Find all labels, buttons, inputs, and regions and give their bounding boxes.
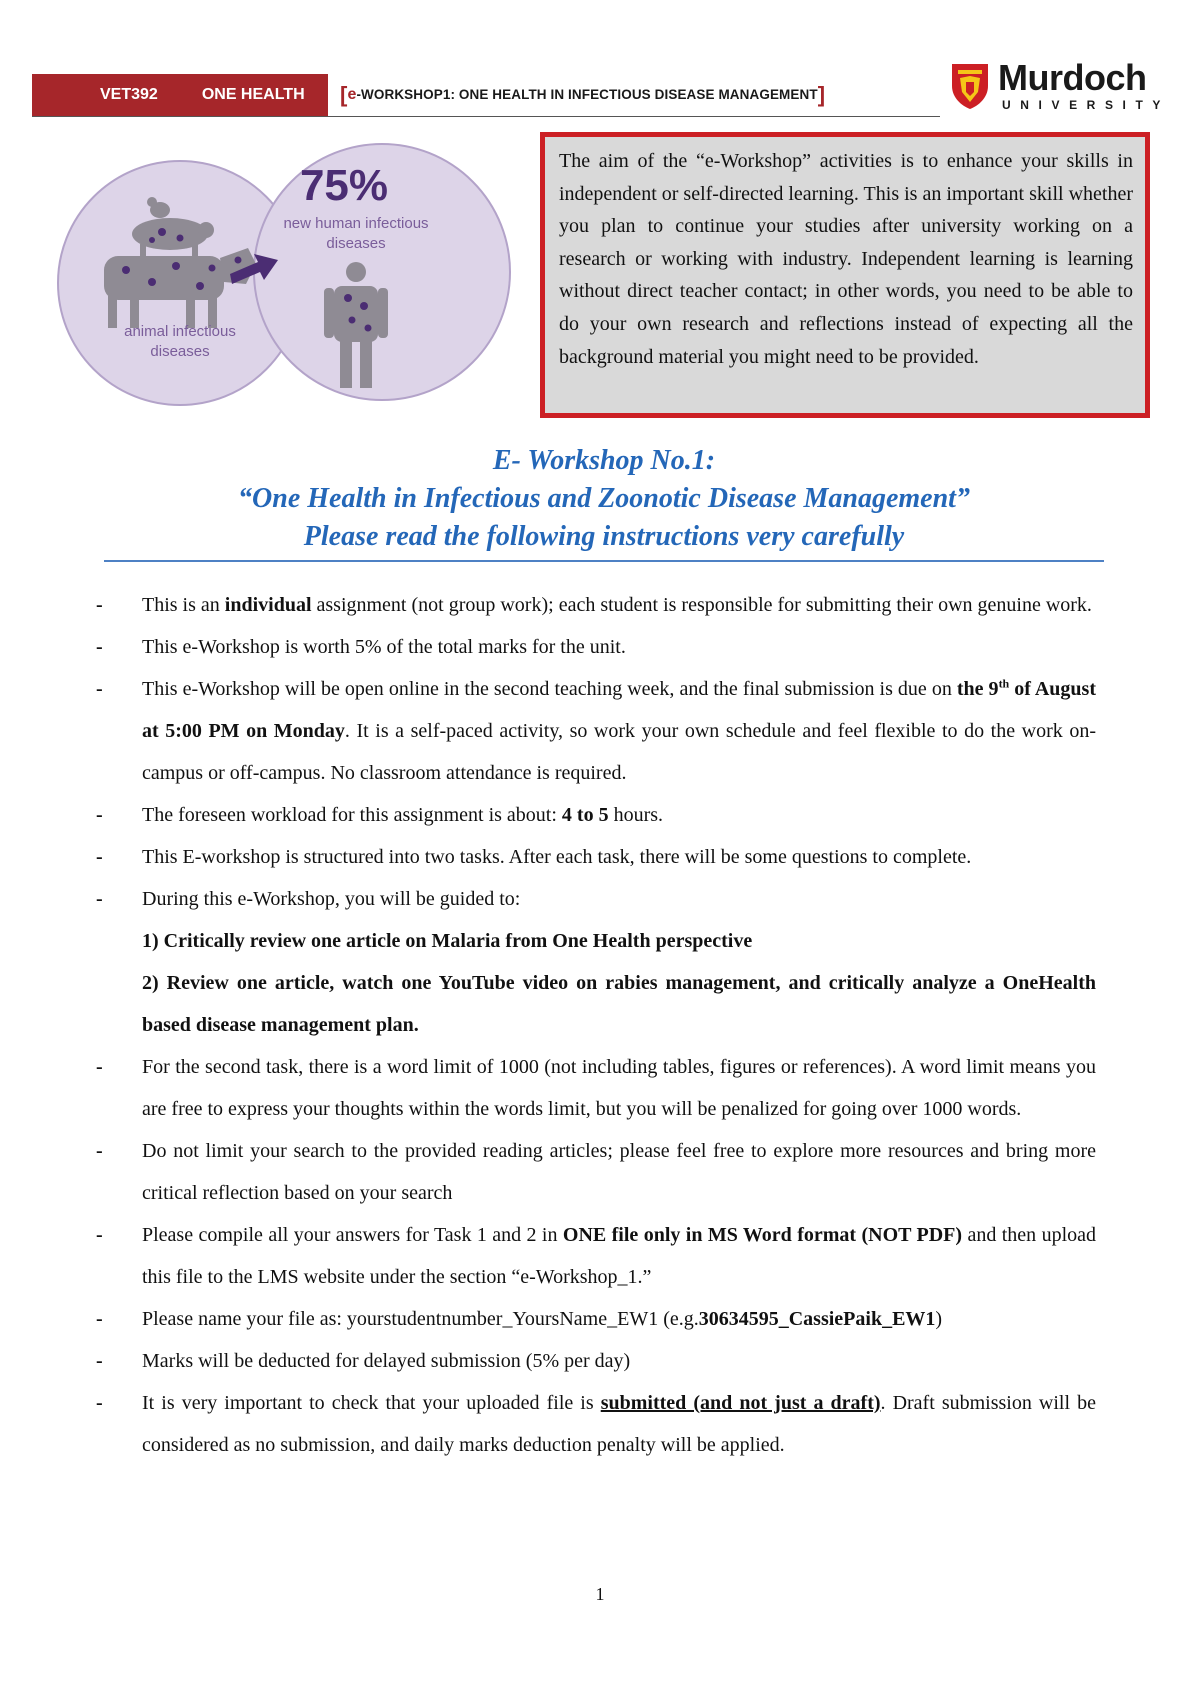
title-underline [104, 560, 1104, 562]
task-1: 1) Critically review one article on Malaria from One Health perspective [142, 930, 753, 952]
percent-value: 75% [299, 161, 389, 210]
header-divider [32, 116, 940, 117]
submission-warning: submitted (and not just a draft) [600, 1392, 881, 1414]
list-item [96, 584, 1096, 626]
header-workshop-text: -WORKSHOP1: ONE HEALTH IN INFECTIOUS DISEASE MANAGEMENT [356, 87, 818, 102]
list-item [96, 1130, 1096, 1214]
item-text: This e-Workshop will be open online in the second teaching week, and the final submission is due on [142, 678, 957, 700]
list-item [96, 1046, 1096, 1130]
due-date-ordinal: th [998, 676, 1010, 691]
workshop-title [104, 442, 1104, 556]
bullet-dash: - [96, 1350, 103, 1372]
bullet-dash: - [96, 1308, 103, 1330]
title-line-instruction: Please read the following instructions very carefully [303, 521, 905, 552]
header-e-letter: e [347, 86, 357, 103]
left-label-line1: animal infectious [124, 323, 236, 340]
item-emphasis: individual [224, 594, 312, 616]
task-2: 2) Review one article, watch one YouTube video on rabies management, and critically analyze a OneHealth based disease management plan. [142, 972, 1096, 1036]
instruction-list [96, 584, 1096, 1466]
due-date-day: the 9 [956, 678, 999, 700]
university-crest-icon [950, 62, 990, 110]
workload-hours: 4 to 5 [561, 804, 609, 826]
list-item [96, 794, 1096, 836]
list-item [96, 626, 1096, 668]
list-item [96, 836, 1096, 878]
logo-wordmark: Murdoch [998, 57, 1147, 98]
aim-callout-box: The aim of the “e-Workshop” activities is to enhance your skills in independent or self-directed learning. This is an important skill whether you plan to continue your studies after university working on a research or working with industry. Independent learning is learning without direct teacher contact; in other words, you need to be able to do your own research and reflections instead of expecting all the background material you might need to be provided. [540, 132, 1150, 418]
workshop-header-title [340, 82, 825, 108]
filename-example: 30634595_CassiePaik_EW1 [698, 1308, 936, 1330]
item-text: assignment (not group work); each student is responsible for submitting their own genuine work. [311, 594, 1092, 616]
bullet-dash: - [96, 888, 103, 910]
item-text: . It is a self-paced activity, so work your own schedule and feel flexible to do the work on-campus or off-campus. No classroom attendance is required. [142, 720, 1096, 784]
bullet-dash: - [96, 1392, 103, 1414]
item-text: . Draft submission will be considered as no submission, and daily marks deduction penalty will be applied. [142, 1392, 1096, 1456]
item-text: This is an [142, 594, 225, 616]
title-line-topic: “One Health in Infectious and Zoonotic Disease Management” [238, 483, 970, 514]
item-text: hours. [608, 804, 664, 826]
bullet-dash: - [96, 1056, 103, 1078]
item-text: Marks will be deducted for delayed submission (5% per day) [142, 1350, 631, 1372]
list-item [96, 668, 1096, 794]
item-text: Do not limit your search to the provided reading articles; please feel free to explore more resources and bring more critical reflection based on your search [142, 1140, 1096, 1204]
file-format-requirement: ONE file only in MS Word format (NOT PDF) [562, 1224, 963, 1246]
item-text: This e-Workshop is worth 5% of the total marks for the unit. [142, 636, 626, 658]
item-text: and then upload this file to the LMS website under the section “e-Workshop_1.” [142, 1224, 1096, 1288]
bullet-dash: - [96, 1140, 103, 1162]
item-text: Please compile all your answers for Task 1 and 2 in [142, 1224, 563, 1246]
list-item [96, 1340, 1096, 1382]
right-label-line1: new human infectious [283, 215, 429, 232]
title-line-workshop-number: E- Workshop No.1: [492, 445, 716, 476]
list-item [96, 1298, 1096, 1340]
page-number: 1 [595, 1584, 605, 1604]
list-item [96, 1382, 1096, 1466]
bracket-close: ] [817, 82, 826, 107]
logo-subtitle: UNIVERSITY [1002, 98, 1171, 112]
unit-banner [32, 74, 328, 116]
zoonotic-infographic [52, 136, 522, 418]
unit-name: ONE HEALTH [201, 86, 305, 103]
bullet-dash: - [96, 1224, 103, 1246]
item-text: For the second task, there is a word limit of 1000 (not including tables, figures or references). A word limit means you are free to express your thoughts within the words limit, but you will be penalized for going over 1000 words. [142, 1056, 1096, 1120]
left-label-line2: diseases [150, 343, 210, 360]
item-text: ) [935, 1308, 943, 1330]
unit-code: VET392 [100, 86, 158, 103]
bullet-dash: - [96, 594, 103, 616]
item-text: The foreseen workload for this assignment is about: [142, 804, 562, 826]
due-date-rest: of August at 5:00 PM on Monday [142, 678, 1096, 742]
murdoch-logo [950, 58, 1170, 116]
item-text: It is very important to check that your uploaded file is [142, 1392, 601, 1414]
item-text: During this e-Workshop, you will be guided to: [142, 888, 521, 910]
bullet-dash: - [96, 804, 103, 826]
list-item [96, 1214, 1096, 1298]
right-label-line2: diseases [326, 235, 386, 252]
list-item [96, 878, 1096, 1046]
item-text: This E-workshop is structured into two tasks. After each task, there will be some questions to complete. [142, 846, 972, 868]
item-text: Please name your file as: yourstudentnumber_YoursName_EW1 (e.g. [142, 1308, 699, 1330]
bullet-dash: - [96, 678, 103, 700]
bullet-dash: - [96, 846, 103, 868]
bracket-open: [ [340, 82, 348, 107]
bullet-dash: - [96, 636, 103, 658]
